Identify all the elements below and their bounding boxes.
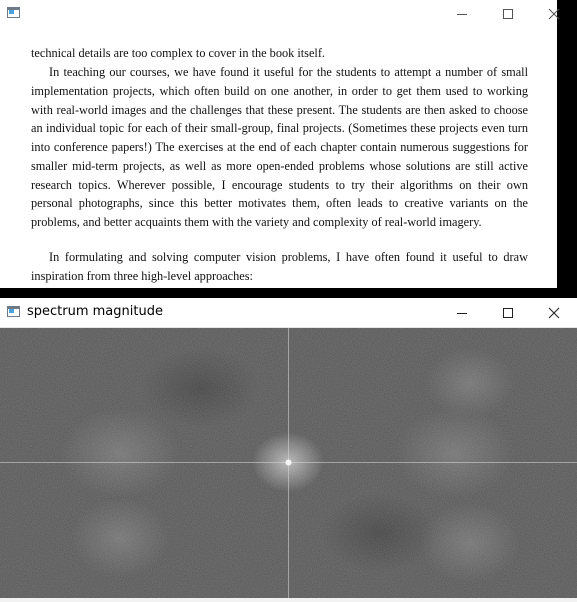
document-window <box>0 0 577 288</box>
app-window-icon <box>7 7 20 18</box>
spectrum-canvas <box>0 328 577 598</box>
app-window-icon <box>7 306 20 317</box>
maximize-button[interactable] <box>485 0 531 27</box>
document-window-titlebar[interactable] <box>0 0 557 27</box>
spectrum-window-title: spectrum magnitude <box>27 304 163 319</box>
minimize-button[interactable] <box>439 298 485 327</box>
close-icon <box>548 8 560 20</box>
paragraph-1: technical details are too complex to cover in the book itself. <box>31 46 326 60</box>
maximize-icon <box>502 307 514 319</box>
close-button[interactable] <box>531 298 577 327</box>
document-page <box>0 27 557 288</box>
window-bottom-border <box>0 598 577 602</box>
minimize-icon <box>456 8 468 20</box>
minimize-button[interactable] <box>439 0 485 27</box>
maximize-button[interactable] <box>485 298 531 327</box>
paragraph-3: In formulating and solving computer vision problems, I have often found it useful to draw inspiration from three high-level approaches: <box>31 250 528 283</box>
spectrum-image <box>0 328 577 598</box>
minimize-icon <box>456 307 468 319</box>
maximize-icon <box>502 8 514 20</box>
close-button[interactable] <box>531 0 577 27</box>
spectrum-window <box>0 298 577 602</box>
close-icon <box>548 307 560 319</box>
paragraph-2: In teaching our courses, we have found it useful for the students to attempt a number of small implementation projects, which often build on one another, in order to get them used to working with real-world images and the challenges that these present. The students are then asked to choose an individual topic for each of their small-group, final projects. (Sometimes these projects even turn into conference papers!) The exercises at the end of each chapter contain numerous suggestions for smaller mid-term projects, as well as more open-ended problems whose solutions are still active research topics. Wherever possible, I encourage students to try their algorithms on their own personal photographs, since this better motivates them, often leads to creative variants on the problems, and better acquaints them with the variety and complexity of real-world imagery. <box>31 65 528 229</box>
spectrum-window-titlebar[interactable] <box>0 298 577 328</box>
